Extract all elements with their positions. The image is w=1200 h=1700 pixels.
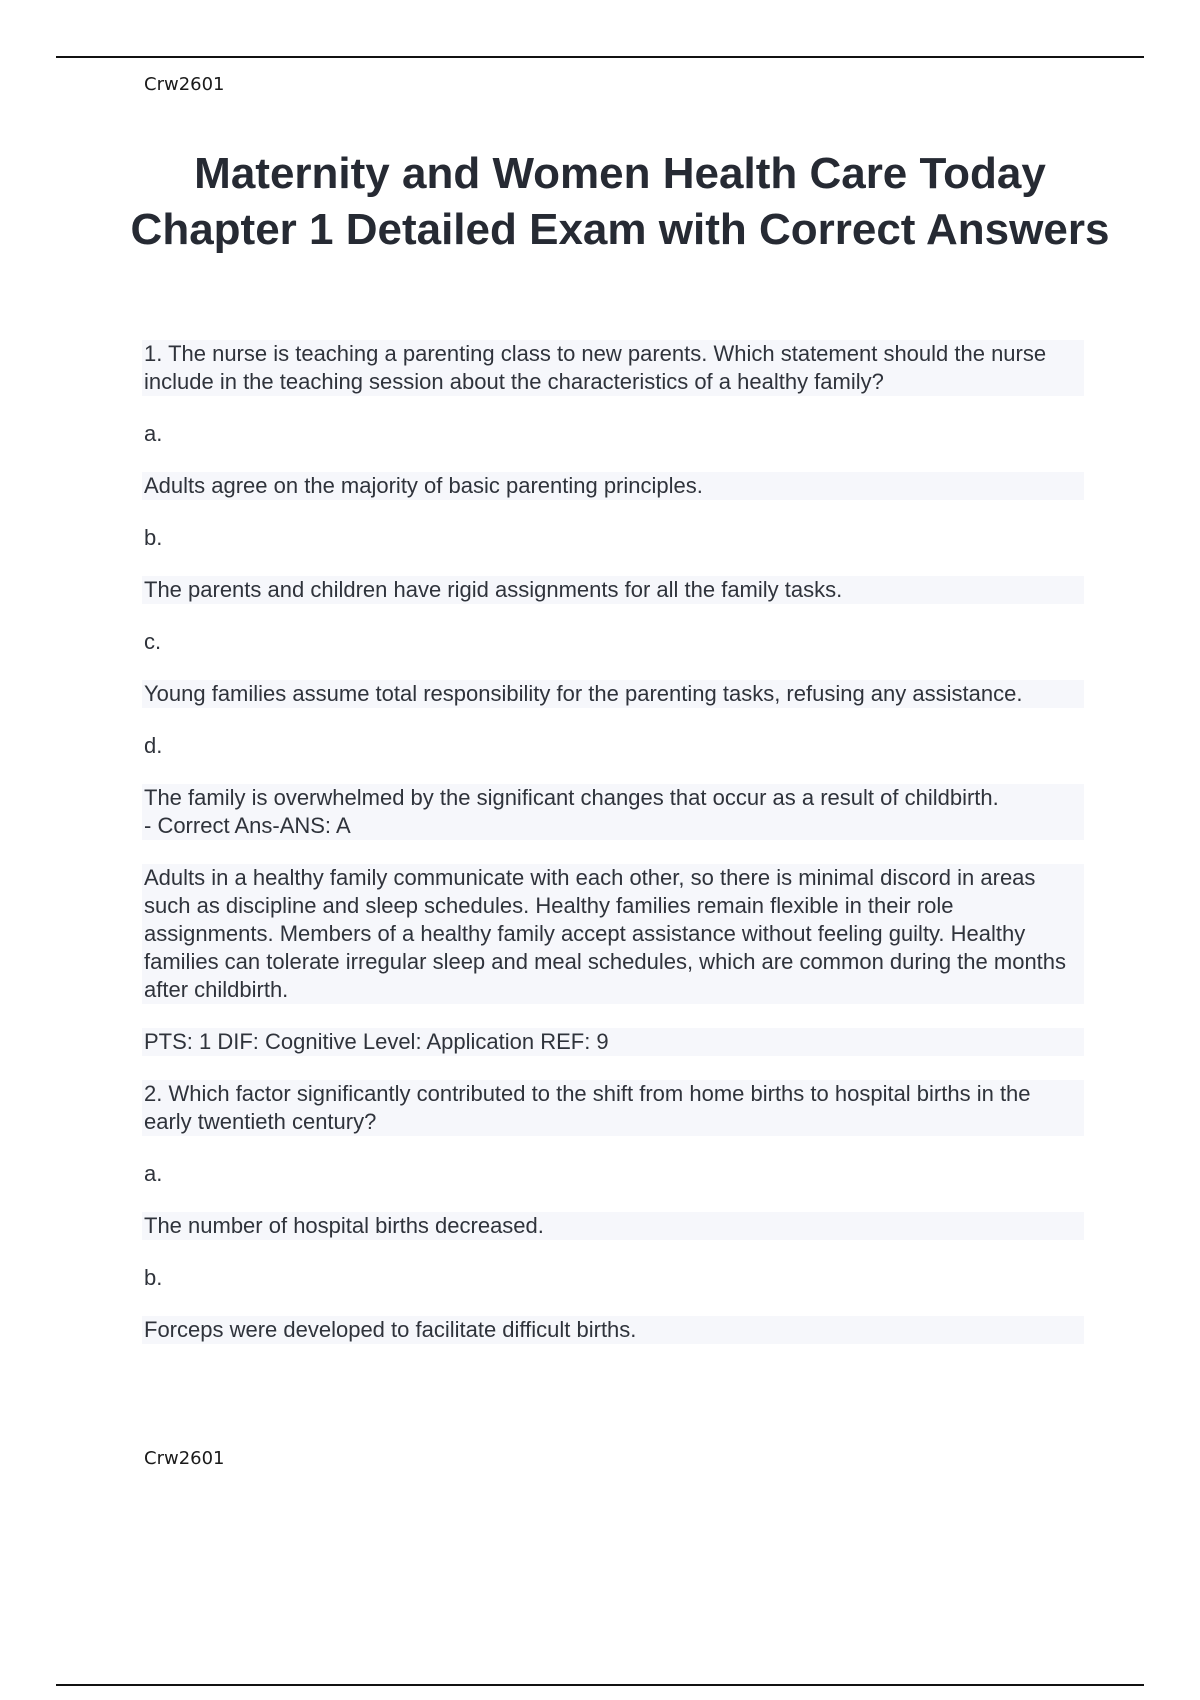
q2-option-a-letter: a. [144, 1161, 163, 1186]
q1-option-a-text: Adults agree on the majority of basic parenting principles. [142, 472, 1084, 500]
q1-option-b-text: The parents and children have rigid assignments for all the family tasks. [142, 576, 1084, 604]
q2-option-b-letter: b. [144, 1265, 163, 1290]
question-1: 1. The nurse is teaching a parenting class to new parents. Which statement should the nurse include in the teaching session about the characteristics of a healthy family? [142, 340, 1084, 396]
q1-option-c-letter: c. [144, 629, 162, 654]
exam-content [144, 340, 1084, 1368]
q1-option-d-block [142, 784, 1084, 840]
footer-code: Crw2601 [144, 1448, 225, 1469]
q1-rationale: Adults in a healthy family communicate with each other, so there is minimal discord in areas such as discipline and sleep schedules. Healthy families remain flexible in their role assignments. Members of a healthy family accept assistance without feeling guilty. Healthy families can tolerate irregular sleep and meal schedules, which are common during the months after childbirth. [142, 864, 1084, 1004]
q1-meta: PTS: 1 DIF: Cognitive Level: Application REF: 9 [142, 1028, 1084, 1056]
page-title: Maternity and Women Health Care Today Chapter 1 Detailed Exam with Correct Answers [130, 149, 1110, 254]
q1-option-d-text: The family is overwhelmed by the significant changes that occur as a result of childbirth. [144, 785, 999, 810]
q1-option-c-text: Young families assume total responsibility for the parenting tasks, refusing any assistance. [142, 680, 1084, 708]
header-code: Crw2601 [144, 74, 225, 95]
question-2: 2. Which factor significantly contributed to the shift from home births to hospital births in the early twentieth century? [142, 1080, 1084, 1136]
q2-option-b-text: Forceps were developed to facilitate difficult births. [142, 1316, 1084, 1344]
q1-option-a-letter: a. [144, 421, 163, 446]
q1-option-d-letter: d. [144, 733, 163, 758]
q2-option-a-text: The number of hospital births decreased. [142, 1212, 1084, 1240]
footer-rule [56, 1684, 1144, 1686]
q1-option-b-letter: b. [144, 525, 163, 550]
header-rule [56, 56, 1144, 58]
q1-correct-answer: - Correct Ans-ANS: A [144, 813, 351, 838]
